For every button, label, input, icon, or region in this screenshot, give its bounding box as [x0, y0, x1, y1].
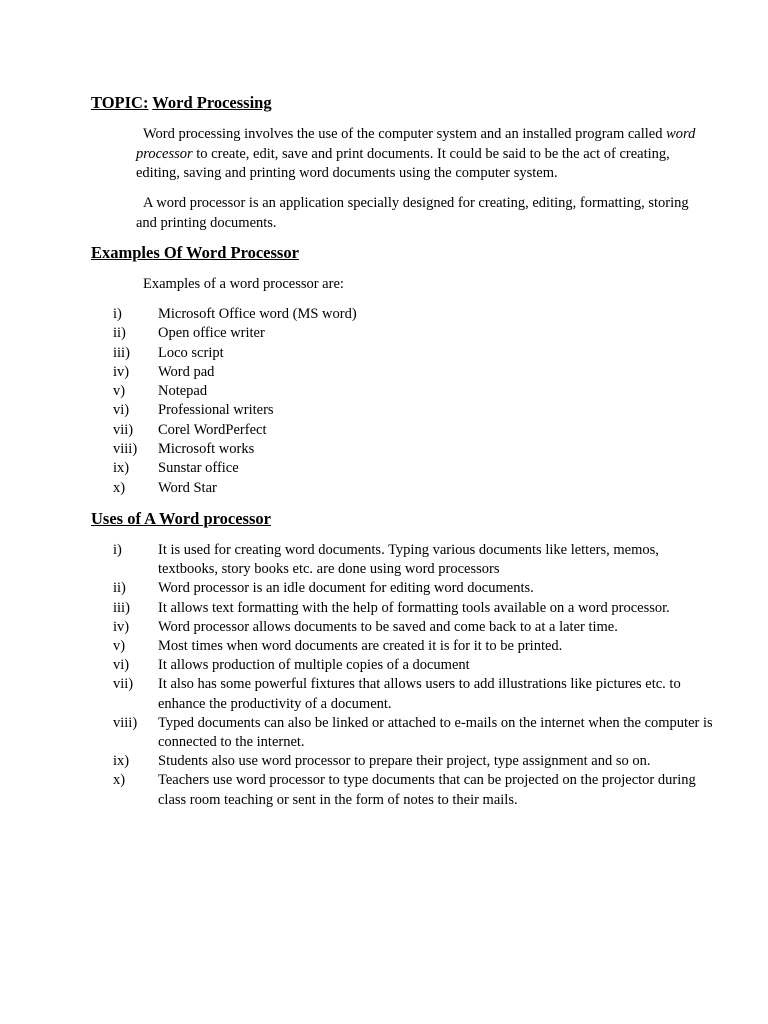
list-item [113, 541, 713, 579]
list-item-text: Typed documents can also be linked or attached to e-mails on the internet when the computer is connected to the internet. [158, 714, 713, 751]
list-item [113, 752, 713, 771]
list-item-text: It also has some powerful fixtures that allows users to add illustrations like pictures etc. to enhance the productivity of a document. [158, 676, 681, 712]
list-item-text: Professional writers [158, 402, 274, 419]
list-item-text: Most times when word documents are created it is for it to be printed. [158, 638, 563, 655]
list-item-number: ii) [113, 580, 126, 597]
list-item [113, 618, 713, 637]
list-item [113, 771, 713, 809]
examples-intro: Examples of a word processor are: [143, 276, 344, 292]
list-item-text: Word Star [158, 479, 217, 496]
list-item-number: iii) [113, 344, 130, 361]
list-item-number: iv) [113, 618, 130, 635]
intro-p1-after: to create, edit, save and print documents. It could be said to be the act of creating, editing, saving and printing word documents using the computer system. [136, 145, 670, 181]
list-item [113, 382, 713, 401]
list-item [113, 363, 713, 382]
intro-p1-before: Word processing involves the use of the computer system and an installed program called [143, 126, 667, 142]
list-item-text: Notepad [158, 383, 208, 400]
list-item-text: Microsoft works [158, 441, 255, 458]
list-item-number: ii) [113, 325, 126, 342]
list-item-number: iv) [113, 363, 130, 380]
list-item-number: vi) [113, 657, 130, 674]
list-item-number: vi) [113, 402, 130, 419]
list-item-number: viii) [113, 441, 138, 458]
intro-paragraph-2: A word processor is an application specially designed for creating, editing, formatting, storing and printing documents. [136, 195, 689, 231]
list-item-number: v) [113, 638, 126, 655]
intro-paragraph-1 [136, 125, 696, 184]
list-item-text: Loco script [158, 344, 224, 361]
list-item-number: ix) [113, 753, 130, 770]
list-item [113, 401, 713, 420]
list-item-text: It allows text formatting with the help of formatting tools available on a word processor. [158, 599, 670, 616]
list-item [113, 714, 713, 752]
list-item-number: v) [113, 383, 126, 400]
list-item [113, 579, 713, 598]
list-item-number: iii) [113, 599, 130, 616]
list-item-text: Sunstar office [158, 460, 239, 477]
list-item [113, 305, 713, 324]
list-item-number: i) [113, 542, 122, 558]
list-item-text: Word processor is an idle document for editing word documents. [158, 580, 534, 597]
uses-heading: Uses of A Word processor [91, 509, 271, 528]
list-item [113, 599, 713, 618]
examples-heading: Examples Of Word Processor [91, 243, 299, 262]
list-item-text: Word pad [158, 363, 215, 380]
list-item [113, 421, 713, 440]
list-item-text: It allows production of multiple copies of a document [158, 657, 470, 674]
list-item [113, 324, 713, 343]
list-item [113, 440, 713, 459]
topic-label: TOPIC: [91, 93, 149, 112]
list-item [113, 479, 713, 498]
list-item-text: Microsoft Office word (MS word) [158, 306, 357, 322]
list-item-text: It is used for creating word documents. Typing various documents like letters, memos, textbooks, story books etc. are done using word processors [158, 542, 659, 578]
list-item [113, 344, 713, 363]
list-item-number: i) [113, 306, 122, 322]
list-item-number: vii) [113, 421, 134, 438]
list-item-number: vii) [113, 676, 134, 693]
list-item-number: viii) [113, 714, 138, 731]
list-item-text: Teachers use word processor to type documents that can be projected on the projector during class room teaching or sent in the form of notes to their mails. [158, 772, 696, 808]
intro-p1-italic: word processor [136, 126, 696, 162]
uses-list [113, 541, 713, 810]
list-item-number: ix) [113, 460, 130, 477]
list-item-text: Corel WordPerfect [158, 421, 267, 438]
list-item-text: Students also use word processor to prepare their project, type assignment and so on. [158, 753, 651, 770]
examples-list [113, 305, 713, 498]
list-item [113, 675, 713, 713]
list-item-number: x) [113, 772, 126, 789]
list-item-number: x) [113, 479, 126, 496]
topic-title: Word Processing [152, 93, 272, 112]
list-item [113, 656, 713, 675]
topic-heading [91, 93, 272, 113]
list-item [113, 637, 713, 656]
list-item [113, 459, 713, 478]
list-item-text: Open office writer [158, 325, 265, 342]
list-item-text: Word processor allows documents to be saved and come back to at a later time. [158, 618, 618, 635]
